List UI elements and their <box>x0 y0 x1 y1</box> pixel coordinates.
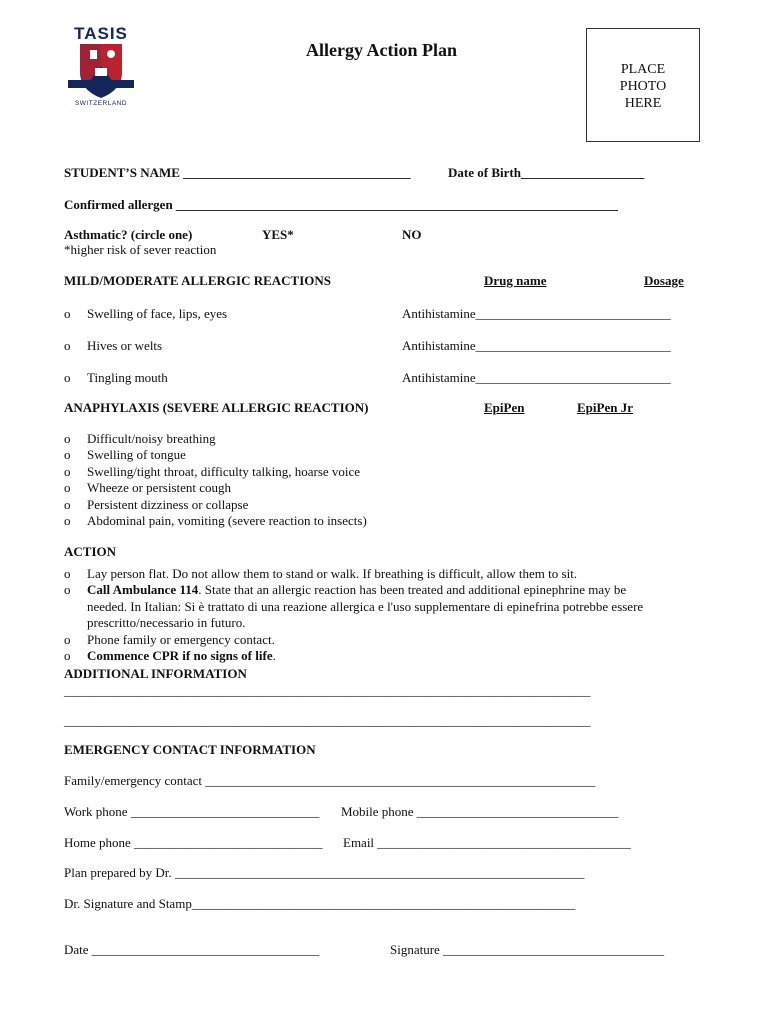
student-name-field[interactable]: STUDENT’S NAME ___________________________________ <box>64 165 411 180</box>
bullet: o <box>64 631 71 647</box>
mild-bullet-3: o <box>64 370 71 385</box>
photo-text-line-3: HERE <box>624 96 662 111</box>
dosage-header: Dosage <box>644 273 684 288</box>
bullet: o <box>64 447 71 463</box>
school-logo <box>60 24 142 110</box>
bullet: o <box>64 513 71 529</box>
cpr-text: Commence CPR if no signs of life <box>87 648 273 664</box>
email-field[interactable]: Email _______________________________________ <box>343 835 631 850</box>
list-item <box>64 648 643 664</box>
cpr-period: . <box>272 648 276 664</box>
mild-bullet-2: o <box>64 338 71 353</box>
mild-reactions-heading: MILD/MODERATE ALLERGIC REACTIONS <box>64 273 332 288</box>
action-step-2-line-2: needed. In Italian: Si è trattato di una reazione allergica e l'uso supplementare di epinefrina potrebbe essere <box>87 598 644 614</box>
action-step-2-line-1: . State that an allergic reaction has been treated and additional epinephrine may be <box>198 582 627 598</box>
epipen-jr-header: EpiPen Jr <box>577 400 633 415</box>
asthmatic-label: Asthmatic? (circle one) <box>64 227 193 242</box>
action-step-1: Lay person flat. Do not allow them to stand or walk. If breathing is difficult, allow them to sit. <box>87 566 578 581</box>
drug-name-header <box>484 273 546 289</box>
photo-text-line-1: PLACE <box>620 62 666 77</box>
list-item <box>64 513 367 529</box>
date-of-birth-field[interactable]: Date of Birth___________________ <box>448 165 645 180</box>
bullet: o <box>64 463 71 479</box>
asthmatic-yes-option[interactable]: YES* <box>262 227 294 242</box>
mild-drug-field-3[interactable]: Antihistamine______________________________ <box>402 370 671 385</box>
additional-info-line-1[interactable]: _________________________________________________________________________________ <box>64 683 591 698</box>
additional-info-line-2[interactable]: _________________________________________________________________________________ <box>64 713 591 728</box>
action-step-2-line-3: prescritto/necessario in futuro. <box>87 615 246 631</box>
mild-symptom-3: Tingling mouth <box>87 370 168 385</box>
mild-bullet-1: o <box>64 306 71 321</box>
home-phone-field[interactable]: Home phone _____________________________ <box>64 835 323 850</box>
mild-symptom-1: Swelling of face, lips, eyes <box>87 306 228 321</box>
list-item <box>64 582 643 598</box>
bullet: o <box>64 582 71 598</box>
list-item <box>64 480 367 496</box>
mild-drug-field-2[interactable]: Antihistamine______________________________ <box>402 338 671 353</box>
school-crest-icon <box>60 24 142 110</box>
bullet: o <box>64 566 71 581</box>
bullet: o <box>64 480 71 496</box>
mild-symptom-2: Hives or welts <box>87 338 163 353</box>
epipen-text: EpiPen <box>484 400 525 415</box>
list-item <box>64 497 367 513</box>
list-item <box>64 464 367 480</box>
doctor-field[interactable]: Plan prepared by Dr. _______________________________________________________________ <box>64 865 585 880</box>
work-phone-field[interactable]: Work phone _____________________________ <box>64 804 320 819</box>
list-item <box>64 431 367 447</box>
anaphylaxis-symptom: Abdominal pain, vomiting (severe reaction to insects) <box>87 513 367 529</box>
call-ambulance-text: Call Ambulance 114 <box>87 582 199 598</box>
doctor-signature-field[interactable]: Dr. Signature and Stamp___________________________________________________________ <box>64 896 576 911</box>
anaphylaxis-symptom: Persistent dizziness or collapse <box>87 496 249 512</box>
anaphylaxis-symptom: Swelling of tongue <box>87 447 186 463</box>
anaphylaxis-symptom: Swelling/tight throat, difficulty talking, hoarse voice <box>87 463 361 479</box>
asthmatic-no-option[interactable]: NO <box>402 227 422 242</box>
list-item <box>64 599 643 615</box>
action-step-3: Phone family or emergency contact. <box>87 631 275 647</box>
emergency-contact-heading: EMERGENCY CONTACT INFORMATION <box>64 742 316 757</box>
action-heading: ACTION <box>64 544 117 559</box>
mild-drug-field-1[interactable]: Antihistamine______________________________ <box>402 306 671 321</box>
photo-placeholder[interactable] <box>586 28 700 142</box>
mobile-phone-field[interactable]: Mobile phone _______________________________ <box>341 804 619 819</box>
action-list <box>64 566 643 664</box>
anaphylaxis-heading: ANAPHYLAXIS (SEVERE ALLERGIC REACTION) <box>64 400 369 415</box>
signature-field[interactable]: Signature __________________________________ <box>390 942 665 957</box>
confirmed-allergen-field[interactable]: Confirmed allergen ____________________________________________________________________ <box>64 197 618 212</box>
anaphylaxis-symptom: Wheeze or persistent cough <box>87 480 232 496</box>
photo-text-line-2: PHOTO <box>619 79 667 94</box>
list-item <box>64 447 367 463</box>
drug-name-text: Drug name <box>484 273 547 288</box>
list-item <box>64 632 643 648</box>
anaphylaxis-symptom: Difficult/noisy breathing <box>87 431 216 446</box>
additional-info-heading: ADDITIONAL INFORMATION <box>64 666 247 681</box>
date-field[interactable]: Date ___________________________________ <box>64 942 320 957</box>
bullet: o <box>64 496 71 512</box>
logo-country: SWITZERLAND <box>74 100 128 107</box>
asthma-note: *higher risk of sever reaction <box>64 242 217 257</box>
page-title: Allergy Action Plan <box>306 40 457 60</box>
list-item <box>64 566 643 582</box>
family-contact-field[interactable]: Family/emergency contact ____________________________________________________________ <box>64 773 596 788</box>
anaphylaxis-symptom-list <box>64 431 367 529</box>
epipen-header <box>484 400 524 416</box>
bullet: o <box>64 648 71 664</box>
logo-wordmark: TASIS <box>74 24 128 43</box>
bullet: o <box>64 431 71 446</box>
list-item <box>64 615 643 631</box>
